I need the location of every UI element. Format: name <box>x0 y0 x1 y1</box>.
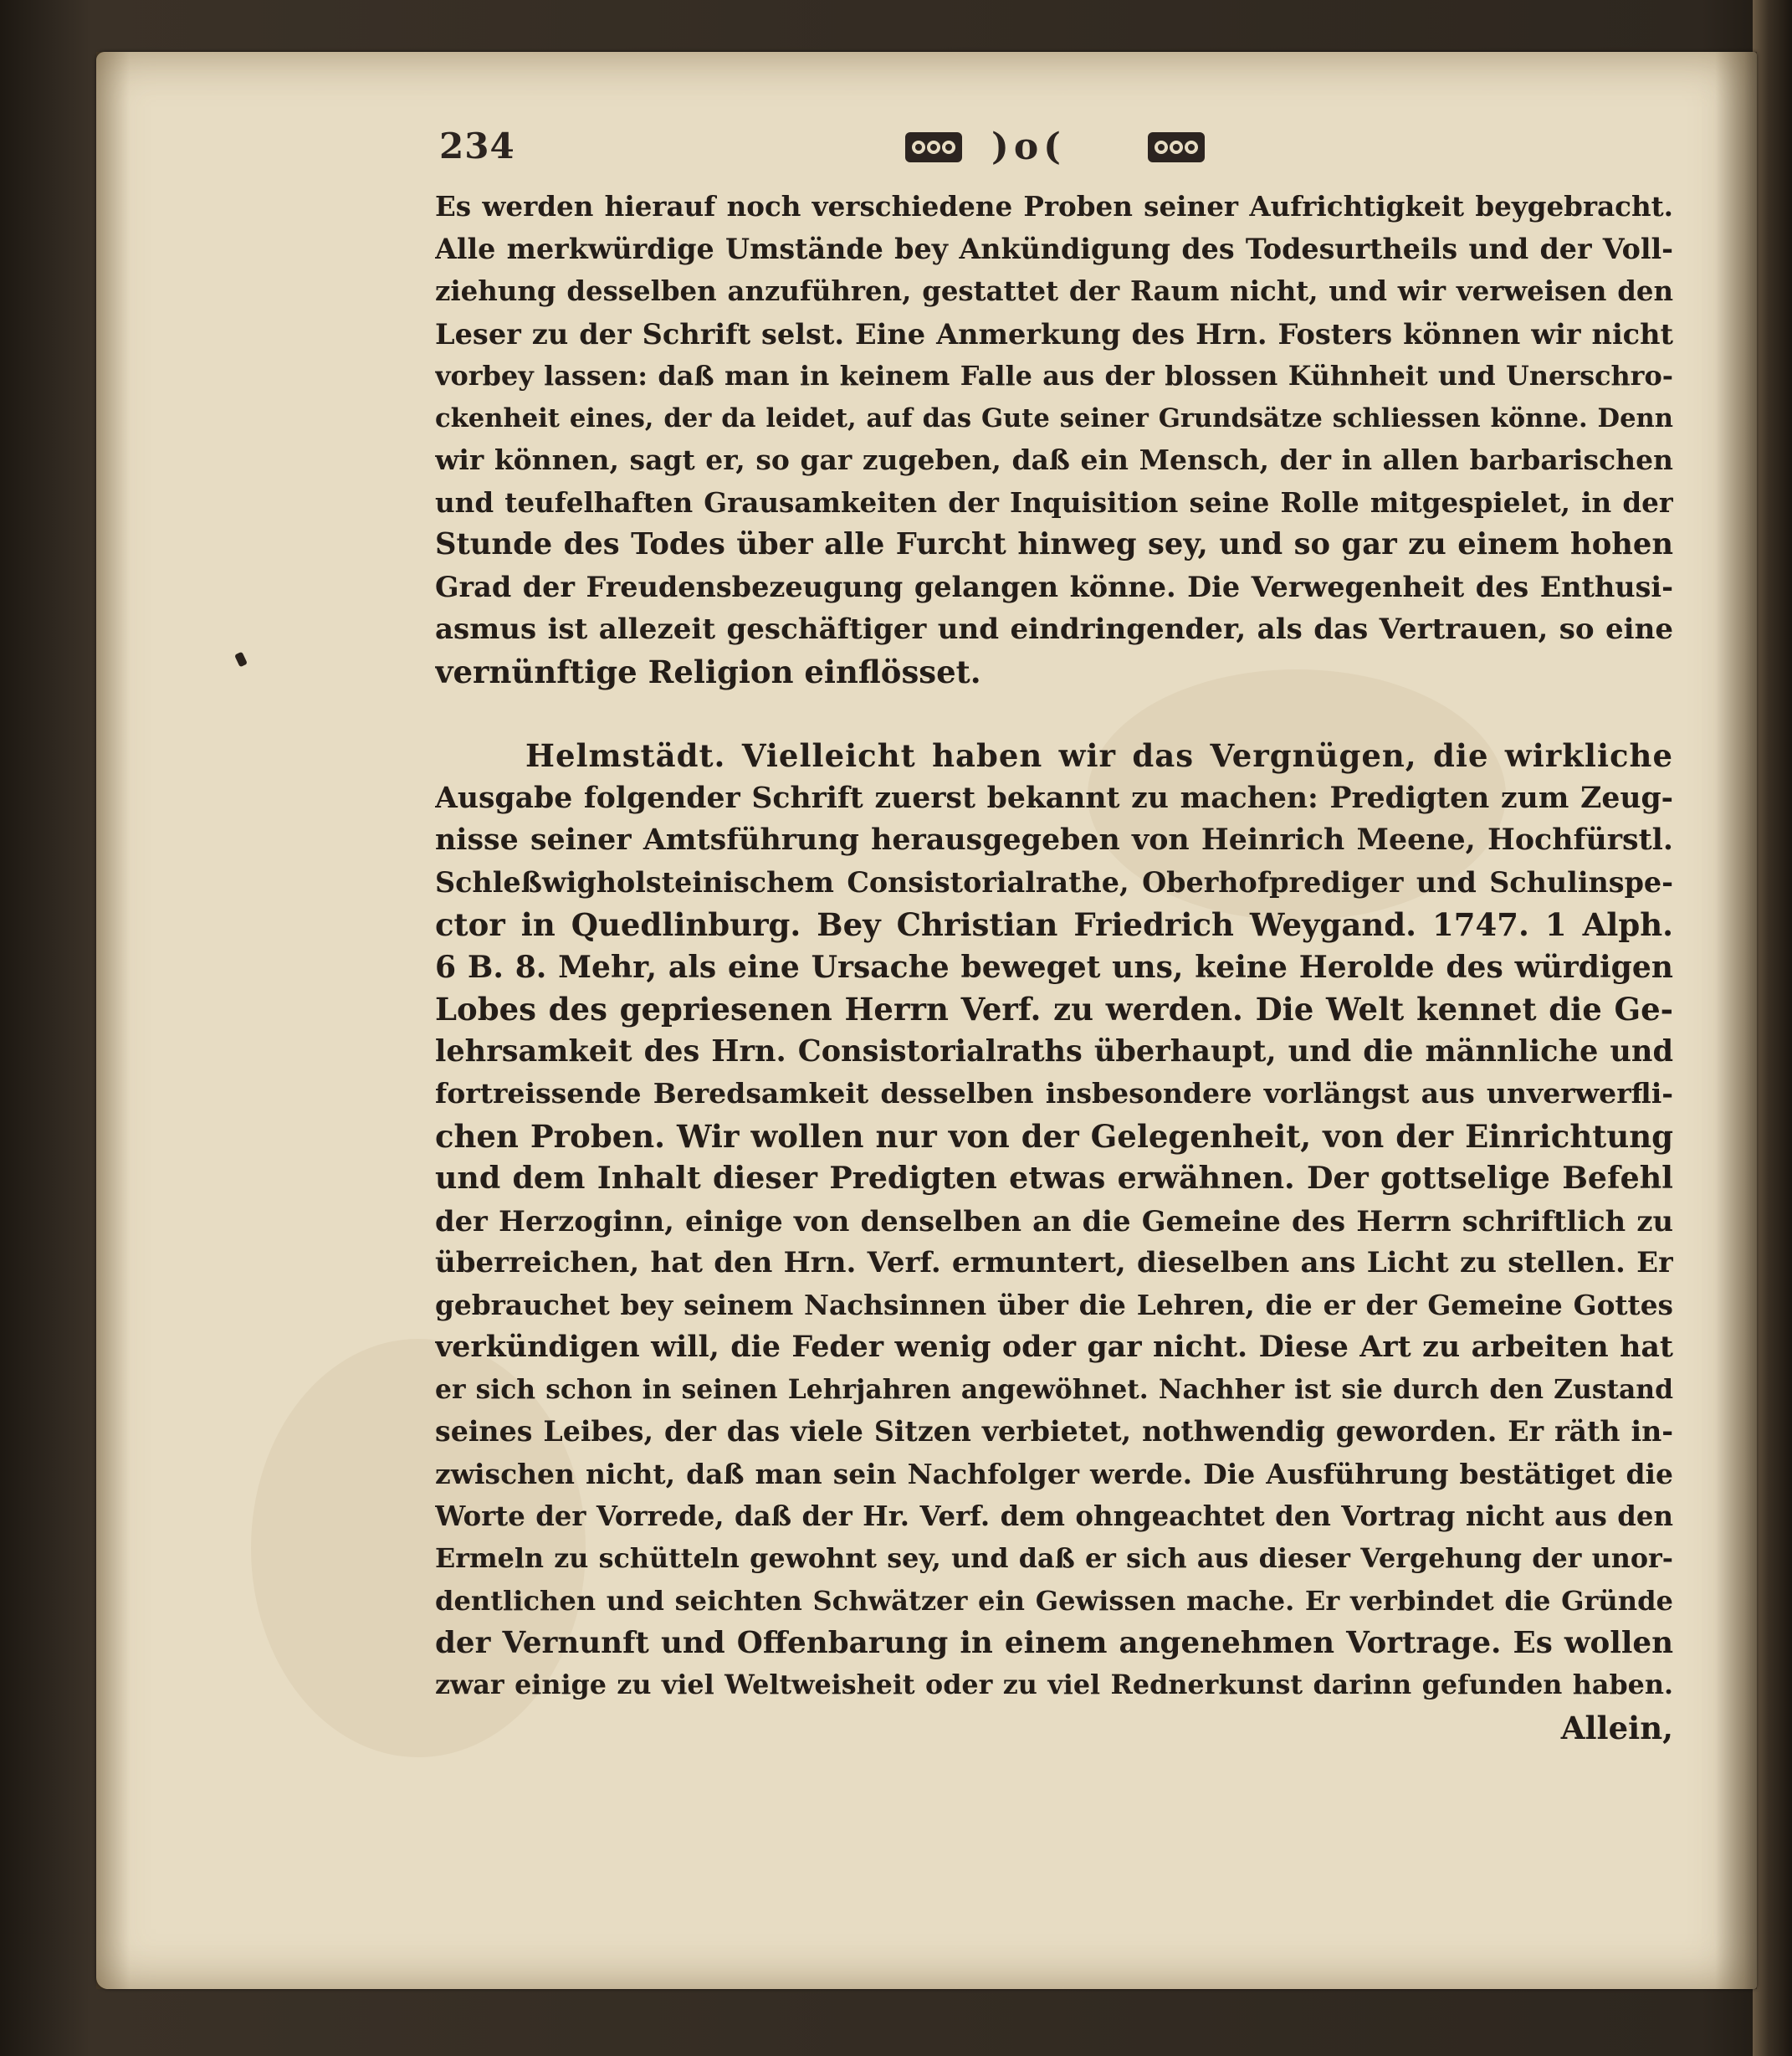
text-line: zwar einige zu viel Weltweisheit oder zu viel Rednerkunst darinn gefunden haben. <box>435 1669 1673 1700</box>
text-line: er sich schon in seinen Lehrjahren angewöhnet. Nachher ist sie durch den Zustand <box>435 1374 1673 1405</box>
page-header <box>439 126 1673 184</box>
text-line: überreichen, hat den Hrn. Verf. ermuntert, dieselben ans Licht zu stellen. Er <box>435 1246 1673 1279</box>
text-line: verkündigen will, die Feder wenig oder gar nicht. Diese Art zu arbeiten hat <box>435 1330 1673 1364</box>
text-line: und dem Inhalt dieser Predigten etwas erwähnen. Der gottselige Befehl <box>435 1160 1673 1196</box>
text-line: gebrauchet bey seinem Nachsinnen über die Lehren, die er der Gemeine Gottes <box>435 1288 1673 1321</box>
text-line: ziehung desselben anzuführen, gestattet der Raum nicht, und wir verweisen den <box>435 275 1673 307</box>
text-line: nisse seiner Amtsführung herausgegeben von Heinrich Meene, Hochfürstl. <box>435 823 1673 857</box>
text-line: Ausgabe folgender Schrift zuerst bekannt zu machen: Predigten zum Zeug- <box>435 781 1673 815</box>
header-glyph: )o( <box>991 126 1066 168</box>
page-curl <box>1715 52 1757 1989</box>
text-line: 6 B. 8. Mehr, als eine Ursache beweget uns, keine Herolde des würdigen <box>435 949 1673 985</box>
paragraph-gap <box>435 693 1673 735</box>
text-line: wir können, sagt er, so gar zugeben, daß ein Mensch, der in allen barbarischen <box>435 444 1673 476</box>
text-line: zwischen nicht, daß man sein Nachfolger werde. Die Ausführung bestätiget die <box>435 1457 1673 1490</box>
text-line: lehrsamkeit des Hrn. Consistorialraths überhaupt, und die männliche und <box>435 1033 1673 1069</box>
text-line: Stunde des Todes über alle Furcht hinweg sey, und so gar zu einem hohen <box>435 527 1673 561</box>
text-line: Lobes des gepriesenen Herrn Verf. zu werden. Die Welt kennet die Ge- <box>435 991 1673 1028</box>
text-line: Schleßwigholsteinischem Consistorialrathe, Oberhofprediger und Schulinspe- <box>435 865 1673 899</box>
text-line: vorbey lassen: daß man in keinem Falle aus der blossen Kühnheit und Unerschro- <box>435 360 1673 392</box>
text-line: ckenheit eines, der da leidet, auf das Gute seiner Grundsätze schliessen könne. Denn <box>435 402 1673 433</box>
text-line: Es werden hierauf noch verschiedene Proben seiner Aufrichtigkeit beygebracht. <box>435 190 1673 223</box>
paragraph-2 <box>435 735 1673 1707</box>
text-line: ctor in Quedlinburg. Bey Christian Friedrich Weygand. 1747. 1 Alph. <box>435 906 1673 943</box>
page-number: 234 <box>439 126 515 167</box>
book-edge <box>1753 0 1792 2056</box>
catchword: Allein, <box>1560 1709 1673 1746</box>
text-line: dentlichen und seichten Schwätzer ein Gewissen mache. Er verbindet die Gründe <box>435 1585 1673 1617</box>
printer-ornament-icon <box>904 129 964 166</box>
text-line: der Herzoginn, einige von denselben an die Gemeine des Herrn schriftlich zu <box>435 1203 1673 1238</box>
paragraph-1 <box>435 186 1673 693</box>
text-line: Alle merkwürdige Umstände bey Ankündigung des Todesurtheils und der Voll- <box>435 232 1673 265</box>
text-line: Ermeln zu schütteln gewohnt sey, und daß er sich aus dieser Vergehung der unor- <box>435 1542 1673 1574</box>
text-line: der Vernunft und Offenbarung in einem angenehmen Vortrage. Es wollen <box>435 1625 1673 1660</box>
text-line: Worte der Vorrede, daß der Hr. Verf. dem ohngeachtet den Vortrag nicht aus den <box>435 1500 1673 1532</box>
text-line: und teufelhaften Grausamkeiten der Inquisition seine Rolle mitgespielet, in der <box>435 485 1673 519</box>
text-line: Helmstädt. Vielleicht haben wir das Vergnügen, die wirkliche <box>525 737 1673 774</box>
text-line: fortreissende Beredsamkeit desselben insbesondere vorlängst aus unverwerfli- <box>435 1077 1673 1110</box>
text-line: asmus ist allezeit geschäftiger und eindringender, als das Vertrauen, so eine <box>435 613 1673 646</box>
page-shadow <box>96 52 130 1989</box>
text-line: chen Proben. Wir wollen nur von der Gelegenheit, von der Einrichtung <box>435 1117 1673 1155</box>
text-line: Grad der Freudensbezeugung gelangen könne. Die Verwegenheit des Enthusi- <box>435 570 1673 603</box>
text-line: seines Leibes, der das viele Sitzen verbietet, nothwendig geworden. Er räth in- <box>435 1415 1673 1448</box>
text-line: vernünftige Religion einflösset. <box>435 653 981 690</box>
text-line: Leser zu der Schrift selst. Eine Anmerkung des Hrn. Fosters können wir nicht <box>435 316 1673 351</box>
printer-ornament-icon <box>1146 129 1206 166</box>
page-body <box>435 186 1673 1749</box>
